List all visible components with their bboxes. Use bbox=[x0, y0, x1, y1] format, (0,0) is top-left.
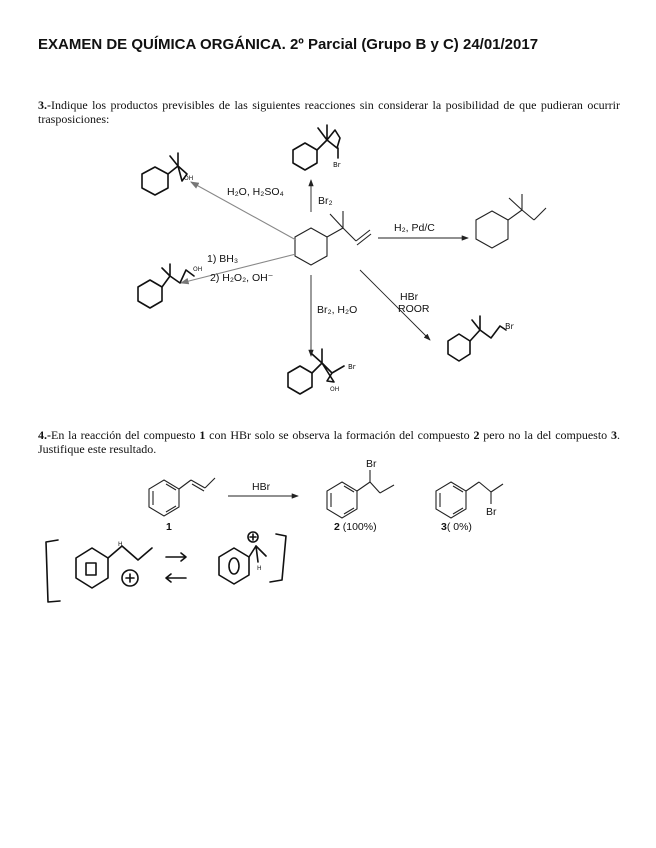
question-3-statement: Indique los productos previsibles de las siguientes reacciones sin considerar la posibilidad de que pudieran ocurrir trasposiciones: bbox=[38, 98, 620, 126]
question-4-part-c: pero no la del compuesto bbox=[479, 428, 611, 442]
question-4-compound-1: 1 bbox=[199, 428, 206, 442]
reagent-radical-hbr-1: HBr bbox=[400, 291, 419, 303]
question-4-part-d: . Justifique este resultado. bbox=[38, 428, 620, 456]
question-4-compound-2: 2 bbox=[473, 428, 480, 442]
handwritten-hydration-product bbox=[142, 153, 193, 195]
question-4-part-b: con HBr solo se observa la formación del compuesto bbox=[205, 428, 474, 442]
handwritten-radical-product bbox=[448, 316, 514, 361]
question-4-part-a: En la reacción del compuesto bbox=[51, 428, 200, 442]
exam-title: EXAMEN DE QUÍMICA ORGÁNICA. 2º Parcial (Grupo B y C) 24/01/2017 bbox=[38, 36, 539, 53]
compound-3-label: 3( 0%) bbox=[441, 521, 472, 533]
compound-3-br: Br bbox=[486, 506, 497, 518]
compound-2-br: Br bbox=[366, 458, 377, 470]
question-4-compound-3: 3 bbox=[611, 428, 617, 442]
hand-h-label-1: H bbox=[118, 541, 123, 548]
inner-ring-mark bbox=[86, 563, 96, 575]
hand-h-label-2: H bbox=[257, 565, 262, 572]
reagent-q4: HBr bbox=[252, 481, 271, 493]
handwritten-halohydrin-product bbox=[288, 349, 356, 394]
left-bracket bbox=[46, 540, 60, 602]
hand-oh-label-2: OH bbox=[193, 266, 203, 273]
reagent-hydroboration-step-1: 1) BH₃ bbox=[207, 253, 239, 265]
compound-1-structure bbox=[149, 478, 215, 516]
resonance-arrow-back bbox=[166, 574, 186, 582]
question-4-number: 4.- bbox=[38, 428, 51, 442]
hydrogenation-product-structure bbox=[476, 194, 546, 248]
hand-br-label-1: Br bbox=[333, 161, 341, 169]
compound-2-label: 2 (100%) bbox=[334, 521, 377, 533]
reagent-bromination: Br₂ bbox=[318, 195, 333, 207]
handwritten-bromination-product bbox=[293, 125, 341, 170]
handwritten-hydroboration-product bbox=[138, 264, 202, 308]
starting-alkene-structure bbox=[295, 211, 371, 265]
hand-br-label-2: Br bbox=[348, 363, 356, 371]
resonance-arrow-forward bbox=[166, 553, 186, 561]
question-3-number: 3.- bbox=[38, 98, 51, 112]
reagent-hydroboration-step-2: 2) H₂O₂, OH⁻ bbox=[210, 272, 274, 284]
reagent-halohydrin: Br₂, H₂O bbox=[317, 304, 358, 316]
reagent-radical-hbr-2: ROOR bbox=[398, 303, 430, 315]
reagent-hydrogenation: H₂, Pd/C bbox=[394, 222, 435, 234]
hand-oh-label-3: OH bbox=[330, 386, 340, 393]
hand-oh-label-1: OH bbox=[184, 175, 194, 182]
compound-1-label: 1 bbox=[166, 521, 172, 533]
hand-br-label-3: Br bbox=[505, 322, 514, 331]
compound-2-structure bbox=[327, 470, 394, 518]
right-bracket bbox=[270, 534, 286, 582]
handwritten-resonance-answer bbox=[46, 532, 286, 602]
reagent-hydration: H₂O, H₂SO₄ bbox=[227, 186, 284, 198]
